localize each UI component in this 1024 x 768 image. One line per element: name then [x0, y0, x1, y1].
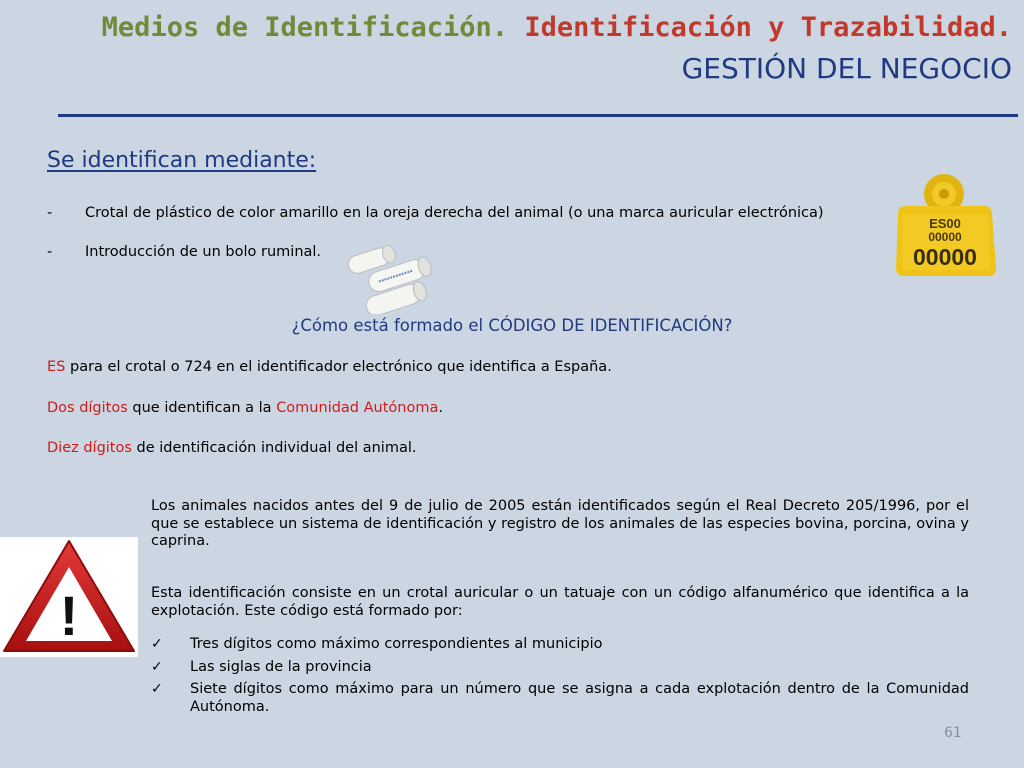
code-line-text: de identificación individual del animal.: [131, 440, 417, 456]
code-line-text: que identifican a la: [127, 400, 277, 416]
bullet-text: Introducción de un bolo ruminal.: [85, 244, 322, 260]
list-item: [151, 659, 969, 677]
list-item: [151, 636, 969, 654]
check-list: [151, 636, 969, 721]
bullet-dash: -: [47, 244, 53, 260]
checkmark-icon: ✓: [151, 658, 163, 675]
checkmark-icon: ✓: [151, 681, 163, 697]
warning-triangle-icon: [0, 537, 138, 657]
note-paragraph-1: Los animales nacidos antes del 9 de julio de 2005 están identificados según el Real Decreto 205/1996, por el que se establece un sistema de identificación y registro de los animales de las especies bovina, porcina, ovina y caprina.: [151, 498, 969, 549]
code-question: ¿Cómo está formado el CÓDIGO DE IDENTIFICACIÓN?: [291, 316, 733, 335]
page-number: 61: [944, 725, 962, 741]
code-line-text: .: [438, 400, 443, 416]
bullet-item: [47, 205, 824, 221]
code-line-country: [47, 359, 612, 375]
highlight-text: Comunidad Autónoma: [276, 400, 439, 416]
bullet-dash: -: [47, 205, 53, 221]
slide-title: [102, 12, 1012, 43]
list-item: [151, 681, 969, 716]
checkmark-icon: ✓: [151, 636, 163, 652]
warning-panel: [0, 537, 138, 657]
warning-symbol: !: [59, 584, 79, 647]
yellow-ear-tag-image: [892, 172, 1004, 282]
bullet-text: Crotal de plástico de color amarillo en la oreja derecha del animal (o una marca auricular electrónica): [85, 205, 824, 221]
ear-tag-line-1: ES00: [929, 216, 961, 231]
title-part-2: Identificación y Trazabilidad.: [524, 12, 1012, 43]
bullet-item: [47, 244, 321, 260]
note-paragraph-2: Esta identificación consiste en un crotal auricular o un tatuaje con un código alfanumérico que identifica a la explotación. Este código está formado por:: [151, 585, 969, 619]
section-heading: Se identifican mediante:: [47, 148, 317, 173]
title-part-1: Medios de Identificación.: [101, 12, 509, 43]
title-divider: [58, 114, 1018, 117]
list-item-text: Siete dígitos como máximo para un número que se asigna a cada explotación dentro de la Comunidad Autónoma.: [190, 681, 969, 715]
code-line-text: para el crotal o 724 en el identificador electrónico que identifica a España.: [65, 359, 612, 375]
list-item-text: Las siglas de la provincia: [190, 658, 372, 675]
slide-subtitle: GESTIÓN DEL NEGOCIO: [681, 52, 1012, 85]
highlight-text: Dos dígitos: [47, 400, 128, 416]
list-item-text: Tres dígitos como máximo correspondientes al municipio: [190, 636, 603, 652]
ruminal-bolus-image: [346, 236, 446, 314]
highlight-text: Diez dígitos: [47, 440, 132, 456]
code-line-community: [47, 400, 443, 416]
ear-tag-line-3: 00000: [913, 244, 977, 270]
code-line-individual: [47, 440, 416, 456]
highlight-text: ES: [47, 359, 66, 375]
ear-tag-line-2: 00000: [928, 230, 962, 244]
